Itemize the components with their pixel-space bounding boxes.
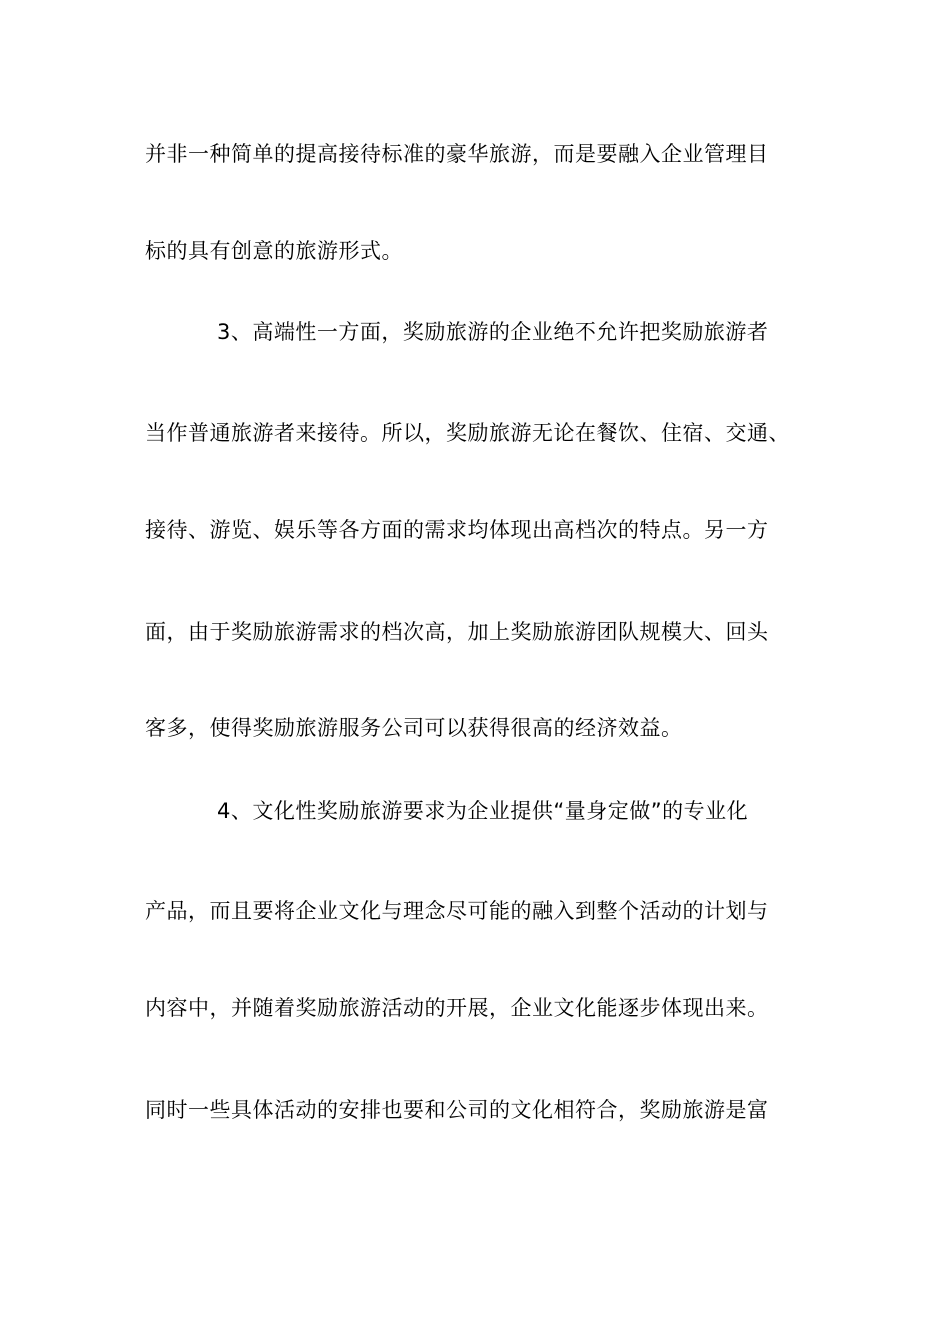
text-line-2: 标的具有创意的旅游形式。 <box>145 239 403 263</box>
text-line-6: 面，由于奖励旅游需求的档次高，加上奖励旅游团队规模大、回头 <box>145 620 769 644</box>
text-line-1: 并非一种简单的提高接待标准的豪华旅游，而是要融入企业管理目 <box>145 142 769 166</box>
paragraph-3-heading-line: 3、高端性一方面，奖励旅游的企业绝不允许把奖励旅游者 <box>217 320 769 344</box>
paragraph-4-heading-line: 4、文化性奖励旅游要求为企业提供“量身定做”的专业化 <box>217 799 749 823</box>
text-line-4: 当作普通旅游者来接待。所以，奖励旅游无论在餐饮、住宿、交通、 <box>145 421 790 445</box>
text-line-10: 内容中，并随着奖励旅游活动的开展，企业文化能逐步体现出来。 <box>145 996 769 1020</box>
text-line-7: 客多，使得奖励旅游服务公司可以获得很高的经济效益。 <box>145 716 683 740</box>
text-line-5: 接待、游览、娱乐等各方面的需求均体现出高档次的特点。另一方 <box>145 518 769 542</box>
text-line-9: 产品，而且要将企业文化与理念尽可能的融入到整个活动的计划与 <box>145 899 769 923</box>
text-line-11: 同时一些具体活动的安排也要和公司的文化相符合，奖励旅游是富 <box>145 1098 769 1122</box>
